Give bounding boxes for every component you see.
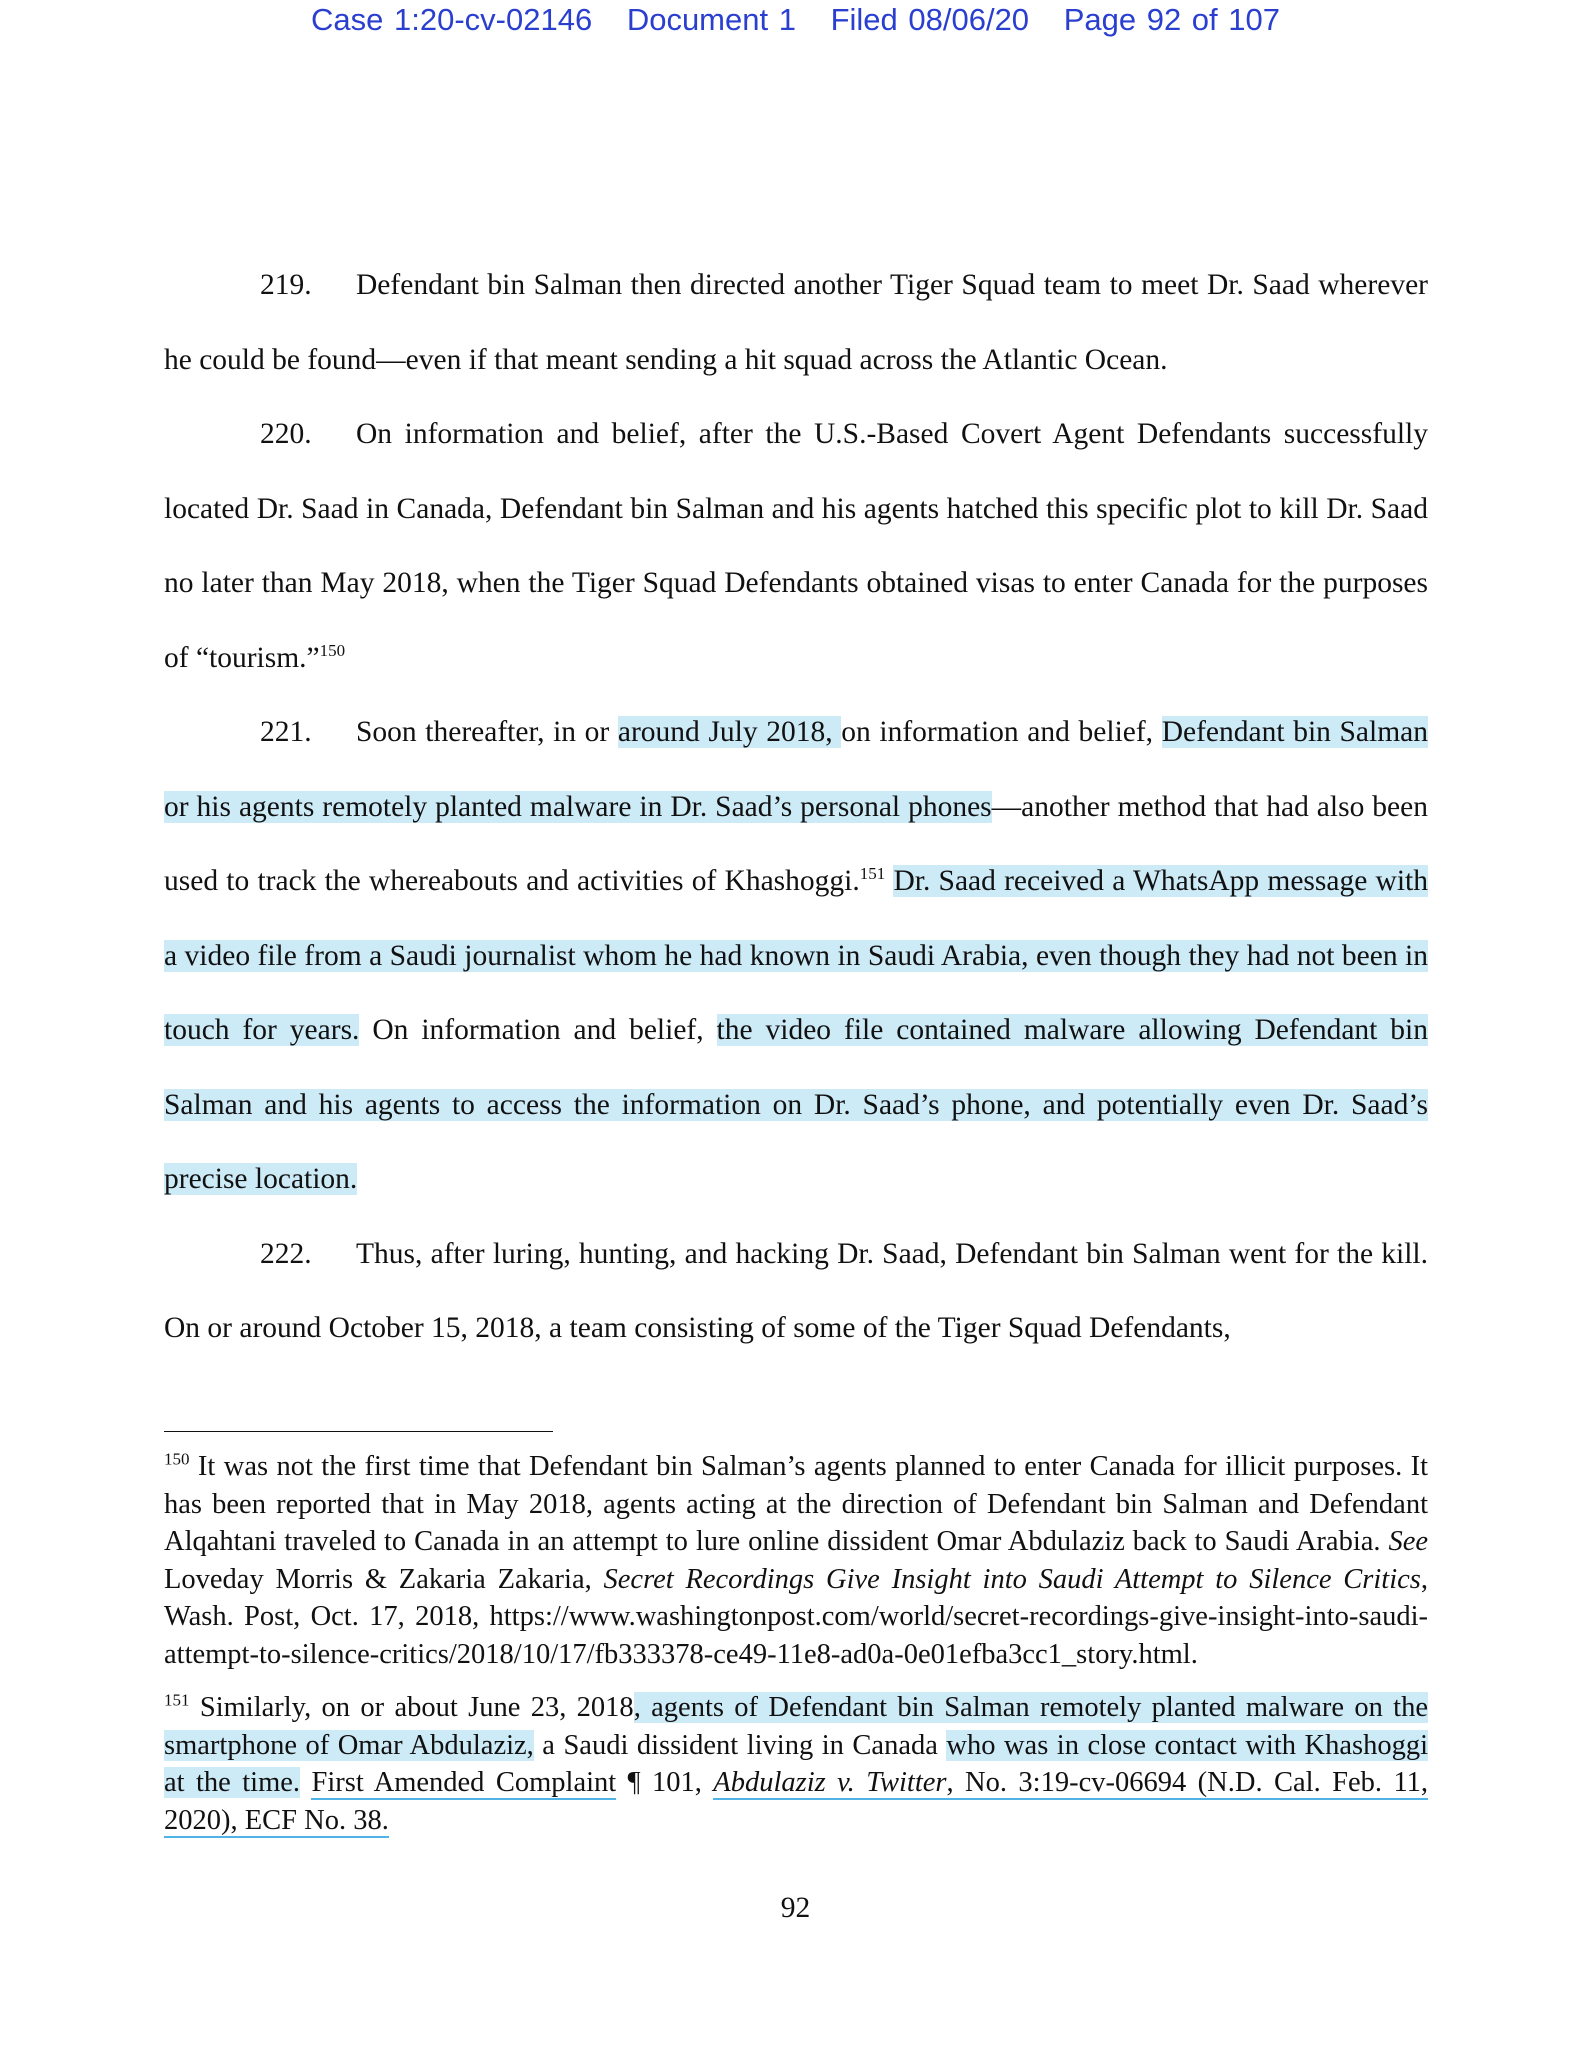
highlighted-text: who was in close contact with Khashoggi at the time. <box>164 1729 1428 1798</box>
footnote-text: Similarly, on or about June 23, 2018 <box>199 1692 634 1723</box>
footnote-151 <box>164 1689 1428 1839</box>
highlighted-text: the video file contained malware allowing Defendant bin Salman and his agents to access the information on Dr. Saad’s phone, and potentially even Dr. Saad’s precise location. <box>164 1014 1428 1195</box>
paragraph-219 <box>164 248 1428 397</box>
paragraph-text: on information and belief, <box>841 716 1162 748</box>
underlined-citation: First Amended Complaint <box>311 1767 617 1798</box>
footnote-text: Loveday Morris & Zakaria Zakaria, <box>164 1563 604 1595</box>
paragraph-220 <box>164 397 1428 695</box>
paragraph-number: 221. <box>260 716 312 748</box>
paragraph-text: On information and belief, after the U.S.-Based Covert Agent Defendants successfully located Dr. Saad in Canada, Defendant bin Salman and his agents hatched this specific plot to kill Dr. Saad no later than May 2018, when the Tiger Squad Defendants obtained visas to enter Canada for the purposes of “tourism.” <box>164 418 1428 674</box>
paragraph-text: On information and belief, <box>372 1014 717 1046</box>
paragraph-number: 220. <box>260 418 312 450</box>
footnote-text: ¶ 101, <box>616 1767 714 1798</box>
paragraph-text: —another method that had also been used to track the whereabouts and activities of Khashoggi. <box>164 790 1428 897</box>
footnote-ref-150[interactable]: 150 <box>319 640 346 660</box>
highlighted-text: around July 2018, <box>617 716 842 748</box>
case-number: Case 1:20-cv-02146 <box>311 2 593 37</box>
paragraph-221 <box>164 695 1428 1217</box>
page-number: 92 <box>780 1892 811 1924</box>
highlighted-text: Dr. Saad received a WhatsApp message with a video file from a Saudi journalist whom he had known in Saudi Arabia, even though they had not been in touch for years. <box>164 865 1428 1046</box>
case-name: Abdulaziz v. Twitter <box>713 1767 947 1798</box>
underlined-citation: , No. 3:19-cv-06694 (N.D. Cal. Feb. 11, 2020), ECF No. 38. <box>164 1767 1429 1836</box>
footnote-text: It was not the first time that Defendant bin Salman’s agents planned to enter Canada for illicit purposes. It has been reported that in May 2018, agents acting at the direction of Defendant bin Salman and Defendant Alqahtani traveled to Canada in an attempt to lure online dissident Omar Abdulaziz back to Saudi Arabia. <box>164 1451 1429 1557</box>
highlighted-text: Defendant bin Salman or his agents remotely planted malware in Dr. Saad’s personal phones <box>164 716 1429 823</box>
paragraph-number: 219. <box>260 269 312 301</box>
page-count: Page 92 of 107 <box>1063 2 1280 37</box>
article-url-link[interactable]: https://www.washingtonpost.com/world/secret-recordings-give-insight-into-saudi-attempt-to-silence-critics/2018/10/17/fb333378-ce49-11e8-ad0a-0e01efba3cc1_story.html. <box>164 1601 1428 1670</box>
paragraph-text: Soon thereafter, in or <box>356 716 618 748</box>
footnote-number: 151 <box>164 1690 190 1710</box>
footnotes-section <box>164 1448 1428 1855</box>
footnote-text: a Saudi dissident living in Canada <box>533 1729 947 1761</box>
footnote-text: , Wash. Post, Oct. 17, 2018, <box>164 1563 1428 1632</box>
footnote-150 <box>164 1448 1428 1673</box>
paragraph-222 <box>164 1217 1428 1366</box>
article-title: Secret Recordings Give Insight into Saudi Attempt to Silence Critics <box>603 1563 1421 1595</box>
footnote-ref-151[interactable]: 151 <box>859 864 886 884</box>
footnote-divider <box>164 1431 553 1432</box>
footnote-text <box>300 1767 311 1798</box>
paragraph-text: Defendant bin Salman then directed another Tiger Squad team to meet Dr. Saad wherever he could be found—even if that meant sending a hit squad across the Atlantic Ocean. <box>164 269 1428 376</box>
footnote-number: 150 <box>164 1449 190 1469</box>
filed-date: Filed 08/06/20 <box>830 2 1030 37</box>
paragraph-text: Thus, after luring, hunting, and hacking Dr. Saad, Defendant bin Salman went for the kill. On or around October 15, 2018, a team consisting of some of the Tiger Squad Defendants, <box>164 1237 1428 1344</box>
paragraph-number: 222. <box>260 1237 312 1270</box>
case-header <box>0 2 1591 38</box>
highlighted-text: , agents of Defendant bin Salman remotely planted malware on the smartphone of Omar Abdulaziz, <box>164 1692 1428 1761</box>
document-body <box>164 248 1428 1366</box>
document-number: Document 1 <box>626 2 796 37</box>
citation-signal: See <box>1388 1526 1428 1557</box>
